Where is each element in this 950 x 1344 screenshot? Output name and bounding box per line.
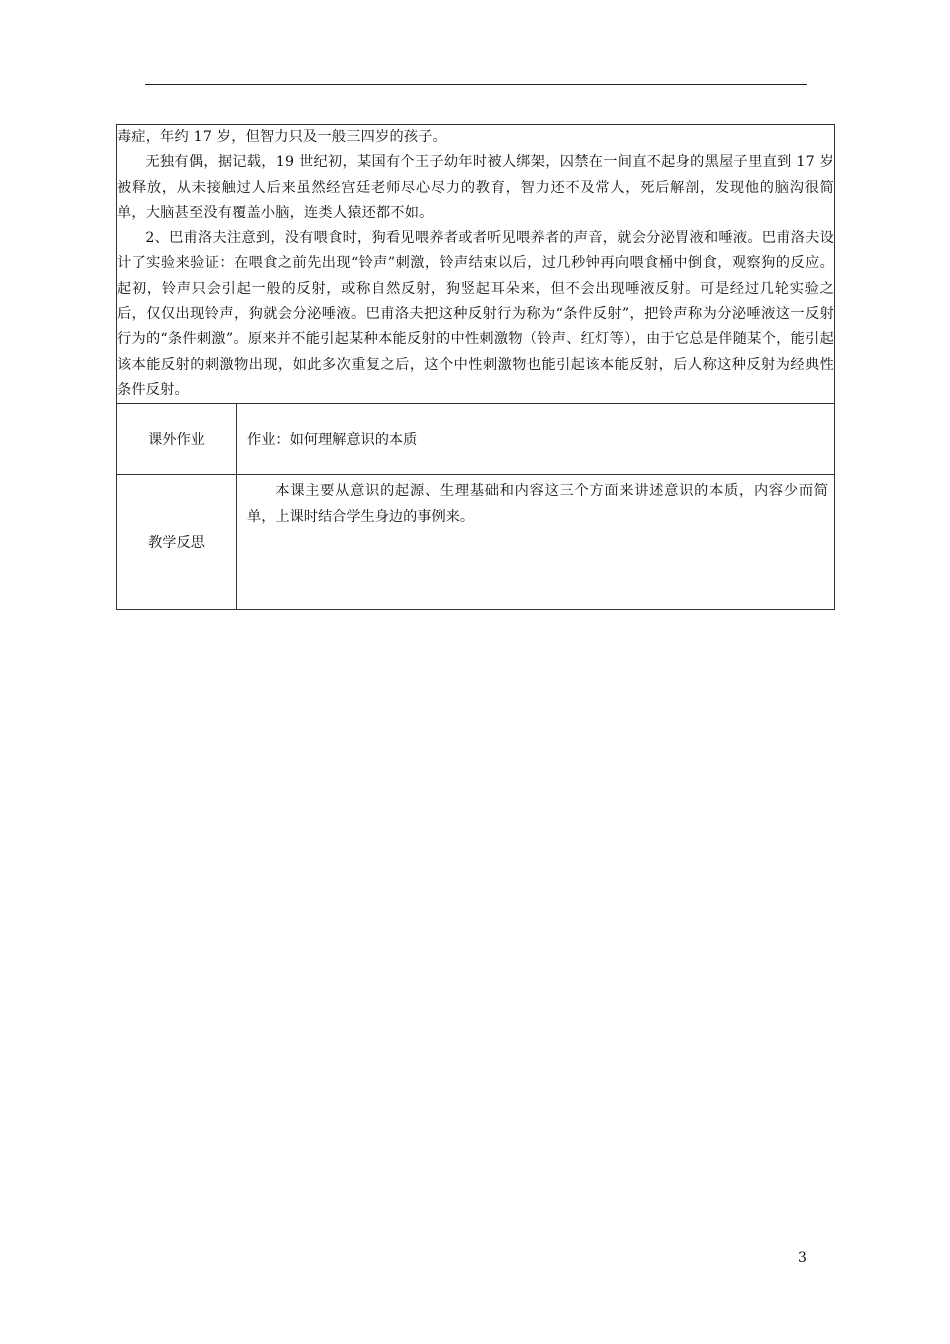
paragraph-pavlov: 2、巴甫洛夫注意到，没有喂食时，狗看见喂养者或者听见喂养者的声音，就会分泌胃液和唾液。巴甫洛夫设计了实验来验证：在喂食之前先出现“铃声”刺激，铃声结束以后，过几秒钟再向喂食桶中倒食，观察狗的反应。起初，铃声只会引起一般的反射，或称自然反射，狗竖起耳朵来，但不会出现唾液反射。可是经过几轮实验之后，仅仅出现铃声，狗就会分泌唾液。巴甫洛夫把这种反射行为称为“条件反射”，把铃声称为分泌唾液这一反射行为的“条件刺激”。原来并不能引起某种本能反射的中性刺激物（铃声、红灯等），由于它总是伴随某个，能引起该本能反射的刺激物出现，如此多次重复之后，这个中性刺激物也能引起该本能反射，后人称这种反射为经典性条件反射。 — [117, 230, 834, 398]
homework-text: 作业：如何理解意识的本质 — [237, 404, 835, 475]
content-cell — [117, 125, 835, 404]
reflection-cell — [237, 475, 835, 610]
page-number: 3 — [798, 1250, 807, 1266]
reflection-label: 教学反思 — [117, 475, 237, 610]
paragraph-prince: 无独有偶，据记载，19 世纪初，某国有个王子幼年时被人绑架，囚禁在一间直不起身的黑屋子里直到 17 岁被释放，从未接触过人后来虽然经宫廷老师尽心尽力的教育，智力还不及常人，死后解剖，发现他的脑沟很简单，大脑甚至没有覆盖小脑，连类人猿还都不如。 — [117, 154, 834, 221]
reflection-row — [117, 475, 835, 610]
reflection-text: 本课主要从意识的起源、生理基础和内容这三个方面来讲述意识的本质，内容少而简单，上课时结合学生身边的事例来。 — [247, 483, 828, 525]
paragraph-continued: 毒症，年约 17 岁，但智力只及一般三四岁的孩子。 — [117, 129, 448, 145]
homework-label: 课外作业 — [117, 404, 237, 475]
lesson-table — [116, 124, 835, 610]
content-row — [117, 125, 835, 404]
homework-row — [117, 404, 835, 475]
header-rule — [145, 84, 807, 85]
